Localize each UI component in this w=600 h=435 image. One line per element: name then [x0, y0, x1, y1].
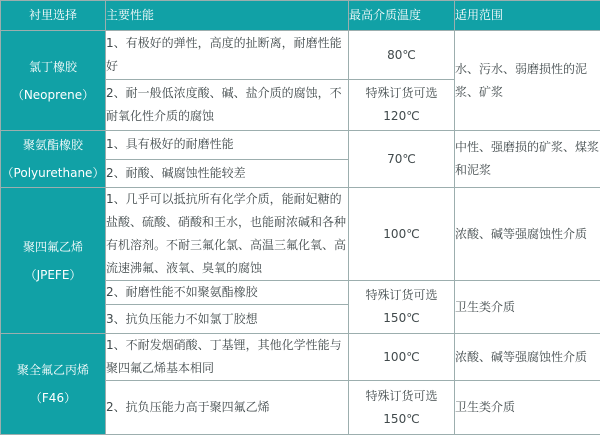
- header-max-temp: 最高介质温度: [349, 1, 455, 31]
- temperature-note: 特殊订货可选: [349, 385, 454, 408]
- performance-cell: 1、有极好的弹性，高度的扯断离，耐磨性能好: [106, 31, 349, 80]
- performance-cell: 3、抗负压能力不如氯丁胶想: [106, 305, 349, 334]
- performance-cell: 2、抗负压能力高于聚四氟乙烯: [106, 381, 349, 435]
- table-row: [1, 188, 600, 281]
- material-cn: 聚氨酯橡胶: [1, 131, 105, 159]
- temperature-cell: 70℃: [349, 131, 455, 188]
- material-name-f46: [1, 334, 106, 435]
- performance-cell: 1、不耐发烟硝酸、丁基锂，其他化学性能与聚四氟乙烯基本相同: [106, 334, 349, 381]
- table-row: [1, 334, 600, 381]
- header-application: 适用范围: [455, 1, 600, 31]
- material-cn: 聚全氟乙丙烯: [1, 356, 105, 384]
- performance-cell: 1、具有极好的耐磨性能: [106, 131, 349, 160]
- application-cell: 浓酸、碱等强腐蚀性介质: [455, 334, 600, 381]
- application-cell: 卫生类介质: [455, 281, 600, 334]
- application-cell: 浓酸、碱等强腐蚀性介质: [455, 188, 600, 281]
- table-row: [1, 131, 600, 160]
- header-performance: 主要性能: [106, 1, 349, 31]
- performance-cell: 2、耐磨性能不如聚氨酯橡胶: [106, 281, 349, 305]
- material-en: （Polyurethane）: [1, 159, 105, 187]
- material-en: （F46）: [1, 384, 105, 412]
- temperature-note: 特殊订货可选: [349, 284, 454, 307]
- material-cn: 氯丁橡胶: [1, 53, 105, 81]
- material-name-polyurethane: [1, 131, 106, 188]
- performance-cell: 2、耐一般低浓度酸、碱、盐介质的腐蚀，不耐氧化性介质的腐蚀: [106, 80, 349, 131]
- header-lining: 衬里选择: [1, 1, 106, 31]
- temperature-value: 150℃: [349, 307, 454, 330]
- material-name-neoprene: [1, 31, 106, 131]
- temperature-cell: 100℃: [349, 188, 455, 281]
- material-cn: 聚四氟乙烯: [1, 233, 105, 261]
- temperature-cell: [349, 281, 455, 334]
- material-en: （JPEFE）: [1, 261, 105, 289]
- application-cell: 中性、强磨损的矿浆、煤浆和泥浆: [455, 131, 600, 188]
- header-row: [1, 1, 600, 31]
- temperature-cell: [349, 80, 455, 131]
- temperature-value: 150℃: [349, 408, 454, 431]
- temperature-note: 特殊订货可选: [349, 82, 454, 105]
- material-name-ptfe: [1, 188, 106, 334]
- performance-cell: 1、几乎可以抵抗所有化学介质，能耐妃糖的盐酸、硫酸、硝酸和王水，也能耐浓碱和各种有机溶剂。不耐三氟化氯、高温三氟化氧、高流速沸氟、液氧、臭氧的腐蚀: [106, 188, 349, 281]
- temperature-cell: 80℃: [349, 31, 455, 80]
- application-cell: 卫生类介质: [455, 381, 600, 435]
- material-en: （Neoprene）: [1, 81, 105, 109]
- table-row: [1, 31, 600, 80]
- performance-cell: 2、耐酸、碱腐蚀性能较差: [106, 159, 349, 188]
- temperature-value: 120℃: [349, 105, 454, 128]
- temperature-cell: [349, 381, 455, 435]
- temperature-cell: 100℃: [349, 334, 455, 381]
- application-cell: 水、污水、弱磨损性的泥浆、矿浆: [455, 31, 600, 131]
